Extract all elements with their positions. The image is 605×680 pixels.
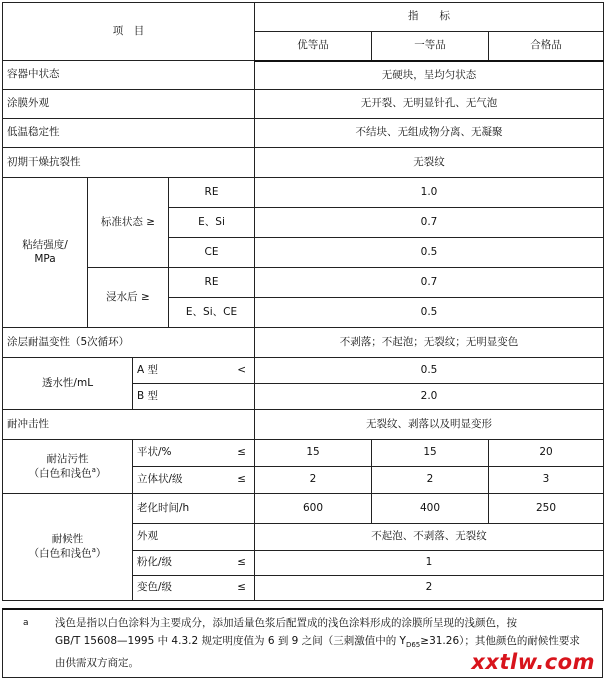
weather-aging-qualified: 250 xyxy=(489,494,604,524)
row-bond-re xyxy=(3,178,604,208)
stain-flat-first: 15 xyxy=(372,440,489,467)
stain-flat-symbol: ≤ xyxy=(237,446,246,459)
spec-table xyxy=(2,2,604,601)
weather-discolor-label: 变色/级 xyxy=(137,581,173,594)
row-film-appearance xyxy=(3,90,604,119)
stain-3d-symbol: ≤ xyxy=(237,473,246,486)
permeability-value-a: 0.5 xyxy=(255,358,604,384)
stain-label-line1: 耐沾污性 xyxy=(46,452,89,465)
footnote-mark: a xyxy=(23,618,29,628)
bond-type-ce: CE xyxy=(169,238,255,268)
header-grade-qualified: 合格品 xyxy=(489,32,604,61)
stain-type-3d xyxy=(133,467,255,494)
bond-soaked-type-esice: E、Si、CE xyxy=(169,298,255,328)
footnote-line-2-sub: D65 xyxy=(405,641,421,650)
value-impact: 无裂纹、剥落以及明显变形 xyxy=(255,410,604,440)
header-grade-first: 一等品 xyxy=(372,32,489,61)
label-bond-strength xyxy=(3,178,88,328)
weather-aging-first: 400 xyxy=(372,494,489,524)
stain-flat-label: 平状/% xyxy=(137,446,172,459)
row-bond-soaked-re xyxy=(3,268,604,298)
stain-label-close: ） xyxy=(95,467,107,480)
label-stain-resistance xyxy=(3,440,133,494)
permeability-b-label: B 型 xyxy=(137,389,159,402)
value-container-state: 无硬块，呈均匀状态 xyxy=(255,61,604,90)
stain-flat-qualified: 20 xyxy=(489,440,604,467)
row-weather-aging xyxy=(3,494,604,524)
label-impact: 耐冲击性 xyxy=(3,410,255,440)
label-low-temp: 低温稳定性 xyxy=(3,119,255,148)
bond-value-re: 1.0 xyxy=(255,178,604,208)
weather-label-close: ） xyxy=(95,547,107,560)
stain-flat-premium: 15 xyxy=(255,440,372,467)
stain-3d-premium: 2 xyxy=(255,467,372,494)
bond-soaked-type-re: RE xyxy=(169,268,255,298)
row-permeability-a xyxy=(3,358,604,384)
value-film-appearance: 无开裂、无明显针孔、无气泡 xyxy=(255,90,604,119)
value-early-crack: 无裂纹 xyxy=(255,148,604,178)
header-row-1 xyxy=(3,3,604,32)
bond-type-re: RE xyxy=(169,178,255,208)
bond-value-esi: 0.7 xyxy=(255,208,604,238)
bond-label-line1: 粘结强度/ xyxy=(22,239,68,252)
label-temp-cycle: 涂层耐温变性（5次循环） xyxy=(3,328,255,358)
label-weather-resistance xyxy=(3,494,133,601)
bond-soaked-symbol: ≥ xyxy=(141,290,150,303)
weather-type-appearance: 外观 xyxy=(133,524,255,551)
label-film-appearance: 涂膜外观 xyxy=(3,90,255,119)
row-early-crack xyxy=(3,148,604,178)
row-temp-cycle xyxy=(3,328,604,358)
weather-chalking-label: 粉化/级 xyxy=(137,556,173,569)
label-bond-standard xyxy=(88,178,169,268)
weather-type-aging: 老化时间/h xyxy=(133,494,255,524)
footnote-line-2-text: GB/T 15608—1995 中 4.3.2 规定明度值为 6 到 9 之间（三刺激值中的 Y xyxy=(55,635,406,647)
weather-aging-premium: 600 xyxy=(255,494,372,524)
weather-value-appearance: 不起泡、不剥落、无裂纹 xyxy=(255,524,604,551)
permeability-a-symbol: < xyxy=(237,363,246,376)
label-early-crack: 初期干燥抗裂性 xyxy=(3,148,255,178)
bond-type-esi: E、Si xyxy=(169,208,255,238)
value-low-temp: 不结块、无组成物分离、无凝聚 xyxy=(255,119,604,148)
bond-soaked-value-esice: 0.5 xyxy=(255,298,604,328)
row-low-temp xyxy=(3,119,604,148)
value-temp-cycle: 不剥落；不起泡；无裂纹；无明显变色 xyxy=(255,328,604,358)
weather-type-discolor xyxy=(133,576,255,601)
footnote-line-2-rest: ≥31.26）；其他颜色的耐候性要求 xyxy=(420,635,580,647)
permeability-value-b: 2.0 xyxy=(255,384,604,410)
weather-value-discolor: 2 xyxy=(255,576,604,601)
label-permeability: 透水性/mL xyxy=(3,358,133,410)
stain-3d-first: 2 xyxy=(372,467,489,494)
permeability-type-a xyxy=(133,358,255,384)
header-grade-premium: 优等品 xyxy=(255,32,372,61)
row-impact xyxy=(3,410,604,440)
weather-label-line2: （白色和浅色 xyxy=(28,547,92,560)
row-stain-flat xyxy=(3,440,604,467)
weather-discolor-symbol: ≤ xyxy=(237,581,246,594)
bond-value-ce: 0.5 xyxy=(255,238,604,268)
row-container-state xyxy=(3,61,604,90)
footnote-line-3: 由供需双方商定。 xyxy=(55,657,139,670)
weather-type-chalking xyxy=(133,551,255,576)
weather-chalking-symbol: ≤ xyxy=(237,556,246,569)
label-bond-soaked xyxy=(88,268,169,328)
permeability-a-label: A 型 xyxy=(137,363,159,376)
stain-footnote-mark: a xyxy=(91,465,96,474)
permeability-type-b xyxy=(133,384,255,410)
bond-soaked-value-re: 0.7 xyxy=(255,268,604,298)
weather-footnote-mark: a xyxy=(91,546,96,555)
header-item: 项 目 xyxy=(3,3,255,61)
header-indicator: 指 标 xyxy=(255,3,604,32)
stain-type-flat xyxy=(133,440,255,467)
bond-standard-symbol: ≥ xyxy=(146,215,156,228)
weather-value-chalking: 1 xyxy=(255,551,604,576)
weather-label-line1: 耐候性 xyxy=(51,533,84,546)
stain-3d-qualified: 3 xyxy=(489,467,604,494)
bond-standard-label: 标准状态 xyxy=(100,215,143,228)
label-container-state: 容器中状态 xyxy=(3,61,255,90)
footnote-line-1: 浅色是指以白色涂料为主要成分，添加适量色浆后配置成的浅色涂料形成的涂膜所呈现的浅颜色，按 xyxy=(55,617,517,629)
stain-label-line2: （白色和浅色 xyxy=(28,467,92,480)
bond-soaked-label: 浸水后 xyxy=(106,290,138,303)
bond-label-line2: MPa xyxy=(34,252,56,265)
watermark-logo: xxtlw.com xyxy=(471,650,595,674)
stain-3d-label: 立体状/级 xyxy=(137,473,183,486)
